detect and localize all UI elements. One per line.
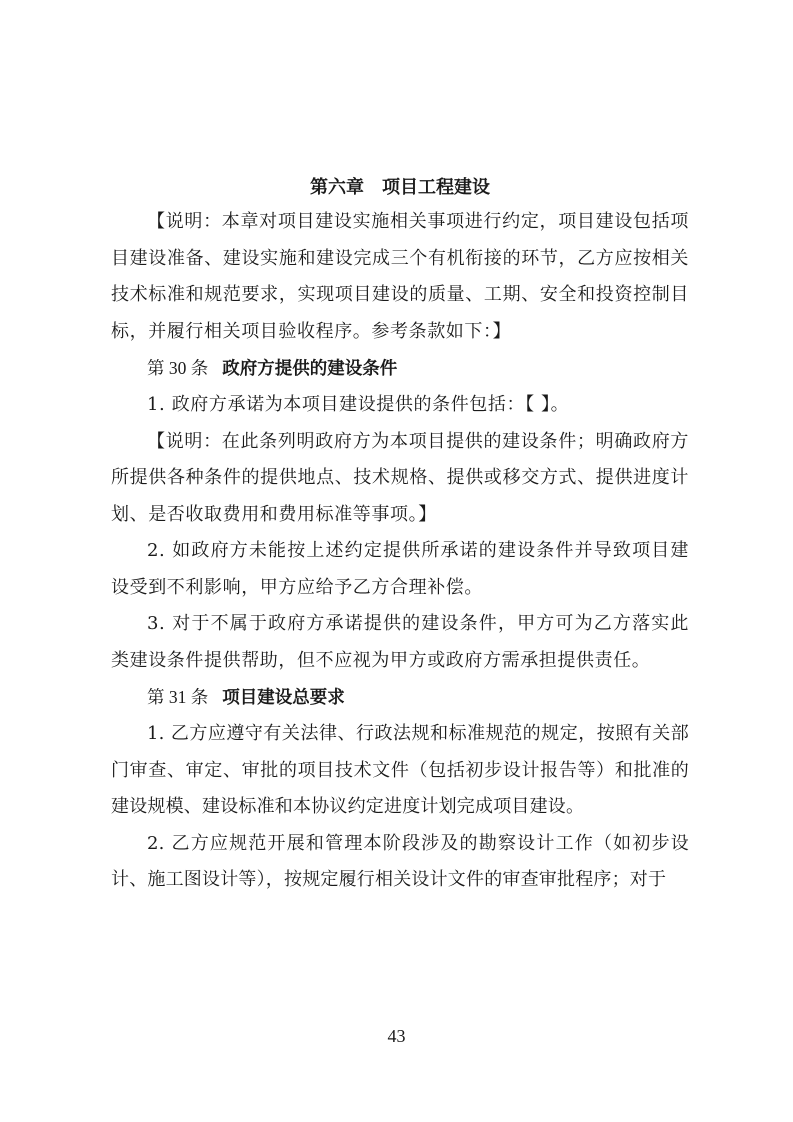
article-31-heading	[111, 679, 689, 716]
article-30-number: 第 30 条	[147, 358, 209, 378]
article-30-title: 政府方提供的建设条件	[222, 359, 398, 379]
article-31-clause-1: 1. 乙方应遵守有关法律、行政法规和标准规范的规定，按照有关部门审查、审定、审批的项目技术文件（包括初步设计报告等）和批准的建设规模、建设标准和本协议约定进度计划完成项目建设。	[111, 723, 689, 817]
chapter-title: 第六章 项目工程建设	[310, 177, 490, 198]
document-page	[111, 172, 689, 899]
article-30-heading	[111, 350, 689, 387]
article-30-clause-2: 2. 如政府方未能按上述约定提供所承诺的建设条件并导致项目建设受到不利影响，甲方应给予乙方合理补偿。	[111, 540, 689, 598]
article-31-number: 第 31 条	[147, 687, 209, 707]
intro-note: 【说明：本章对项目建设实施相关事项进行约定，项目建设包括项目建设准备、建设实施和建设完成三个有机衔接的环节，乙方应按相关技术标准和规范要求，实现项目建设的质量、工期、安全和投资控制目标，并履行相关项目验收程序。参考条款如下：】	[111, 211, 689, 342]
article-30-clause-1: 1. 政府方承诺为本项目建设提供的条件包括：【 】。	[147, 394, 570, 415]
page-number: 43	[387, 1026, 406, 1046]
article-31-title: 项目建设总要求	[222, 688, 345, 708]
article-30-note: 【说明：在此条列明政府方为本项目提供的建设条件；明确政府方所提供各种条件的提供地点、技术规格、提供或移交方式、提供进度计划、是否收取费用和费用标准等事项。】	[111, 430, 689, 525]
article-30-clause-3: 3. 对于不属于政府方承诺提供的建设条件，甲方可为乙方落实此类建设条件提供帮助，但不应视为甲方或政府方需承担提供责任。	[111, 613, 689, 671]
article-31-clause-2: 2. 乙方应规范开展和管理本阶段涉及的勘察设计工作（如初步设计、施工图设计等），按规定履行相关设计文件的审查审批程序；对于	[111, 832, 689, 890]
